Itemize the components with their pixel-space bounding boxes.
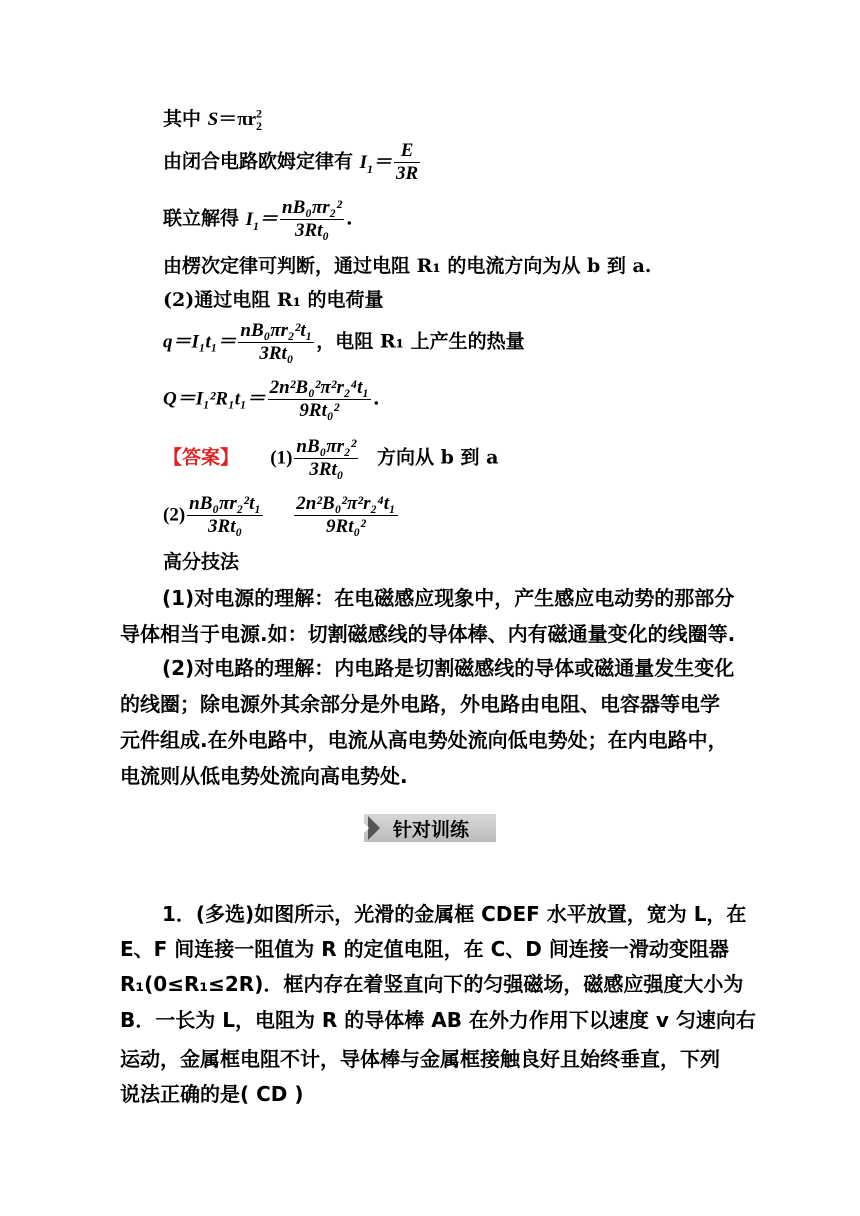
numerator: 2n²B₀²π²r₂⁴t₁ bbox=[296, 493, 396, 514]
question-line: R₁(0≤R₁≤2R)．框内存在着竖直向下的匀强磁场，磁感应强度大小为 bbox=[120, 972, 744, 996]
numerator: nB₀πr₂²t₁ bbox=[240, 320, 313, 341]
tips-heading: 高分技法 bbox=[163, 551, 240, 573]
fraction bbox=[268, 377, 371, 422]
direction-line: 由楞次定律可判断，通过电阻 R₁ 的电流方向为从 b 到 a. bbox=[163, 255, 652, 277]
arrow-inner-icon bbox=[360, 819, 369, 837]
exponent: 2 bbox=[256, 106, 263, 121]
denominator: 3Rt₀ bbox=[294, 220, 330, 241]
fraction bbox=[294, 436, 358, 481]
fraction bbox=[280, 197, 344, 242]
formula-area bbox=[163, 107, 262, 132]
numerator: nB₀πr₂² bbox=[282, 197, 342, 218]
current-I1: $I_1=$ bbox=[245, 208, 279, 233]
solve-line: 联立解得 $I_1=$ $\frac{\text{nB₀πr₂²}}{\text{3Rt₀}}$ . bbox=[163, 197, 353, 241]
question-line: B．一长为 L，电阻为 R 的导体棒 AB 在外力作用下以速度 v 匀速向右 bbox=[120, 1008, 756, 1032]
charge-formula bbox=[163, 320, 525, 365]
text: 由闭合电路欧姆定律有 bbox=[163, 150, 360, 173]
formula-pi-r: ＝πr bbox=[218, 109, 257, 130]
numerator: E bbox=[394, 140, 420, 163]
numerator: 2n²B₀²π²r₂⁴t₁ bbox=[269, 377, 369, 398]
fraction-2 bbox=[294, 493, 397, 538]
text: 其中 bbox=[163, 108, 208, 130]
denominator: 9Rt₀² bbox=[326, 516, 366, 537]
period: . bbox=[373, 387, 380, 410]
denominator: 3Rt₀ bbox=[208, 516, 243, 537]
question-line: E、F 间连接一阻值为 R 的定值电阻，在 C、D 间连接一滑动变阻器 bbox=[120, 937, 729, 961]
fraction bbox=[238, 320, 314, 365]
question-line: 1．(多选)如图所示，光滑的金属框 CDEF 水平放置，宽为 L，在 bbox=[162, 902, 747, 926]
tips-paragraph-2 bbox=[120, 650, 742, 794]
denominator: 9Rt₀² bbox=[299, 400, 340, 421]
text-line: (2)对电路的理解：内电路是切割磁感线的导体或磁通量发生变化 bbox=[162, 656, 735, 680]
banner-label: 针对训练 bbox=[393, 818, 470, 841]
text-line: 导体相当于电源.如：切割磁感线的导体棒、内有磁通量变化的线圈等. bbox=[120, 622, 736, 646]
fraction bbox=[394, 140, 420, 185]
part-2-prefix: (2) bbox=[163, 504, 186, 526]
subscript: 2 bbox=[256, 118, 263, 133]
text-line: 的线圈；除电源外其余部分是外电路，外电路由电阻、电容器等电学 bbox=[120, 692, 720, 716]
ohm-law-line bbox=[163, 140, 422, 185]
answer-label: 【答案】 bbox=[163, 446, 240, 469]
arrow-icon bbox=[368, 816, 380, 840]
question-line: 运动，金属框电阻不计，导体棒与金属框接触良好且始终垂直，下列 bbox=[120, 1047, 720, 1071]
symbol-S: S bbox=[207, 109, 219, 130]
text-line: 电流则从低电势处流向高电势处. bbox=[120, 764, 408, 788]
heat-formula bbox=[163, 377, 380, 422]
question-line: 说法正确的是( CD ) bbox=[120, 1082, 304, 1106]
text-line: (1)对电源的理解：在电磁感应现象中，产生感应电动势的那部分 bbox=[162, 586, 735, 610]
formula-prefix: Q＝I₁²R₁t₁＝ bbox=[163, 388, 266, 410]
part-1-prefix: (1) bbox=[270, 447, 293, 469]
tips-paragraph-1 bbox=[120, 580, 742, 652]
formula-prefix: q＝I₁t₁＝ bbox=[163, 331, 237, 353]
answer-line bbox=[163, 436, 498, 481]
numerator: nB₀πr₂²t₁ bbox=[189, 493, 262, 514]
current-I1: $I_1=$ bbox=[359, 151, 393, 176]
fraction-1 bbox=[187, 493, 263, 538]
answer-part-2 bbox=[163, 493, 400, 538]
direction-answer: 方向从 b 到 a bbox=[377, 446, 499, 469]
text-line: 元件组成.在外电路中，电流从高电势处流向低电势处；在内电路中， bbox=[120, 728, 728, 752]
charge-heading: (2)通过电阻 R₁ 的电荷量 bbox=[163, 289, 384, 311]
text: ，电阻 R₁ 上产生的热量 bbox=[316, 330, 525, 353]
numerator: nB₀πr₂² bbox=[296, 436, 357, 457]
section-banner bbox=[364, 814, 496, 842]
denominator: 3Rt₀ bbox=[309, 459, 344, 480]
denominator: 3R bbox=[396, 163, 419, 184]
text: 联立解得 bbox=[163, 207, 246, 230]
denominator: 3Rt₀ bbox=[259, 343, 294, 364]
